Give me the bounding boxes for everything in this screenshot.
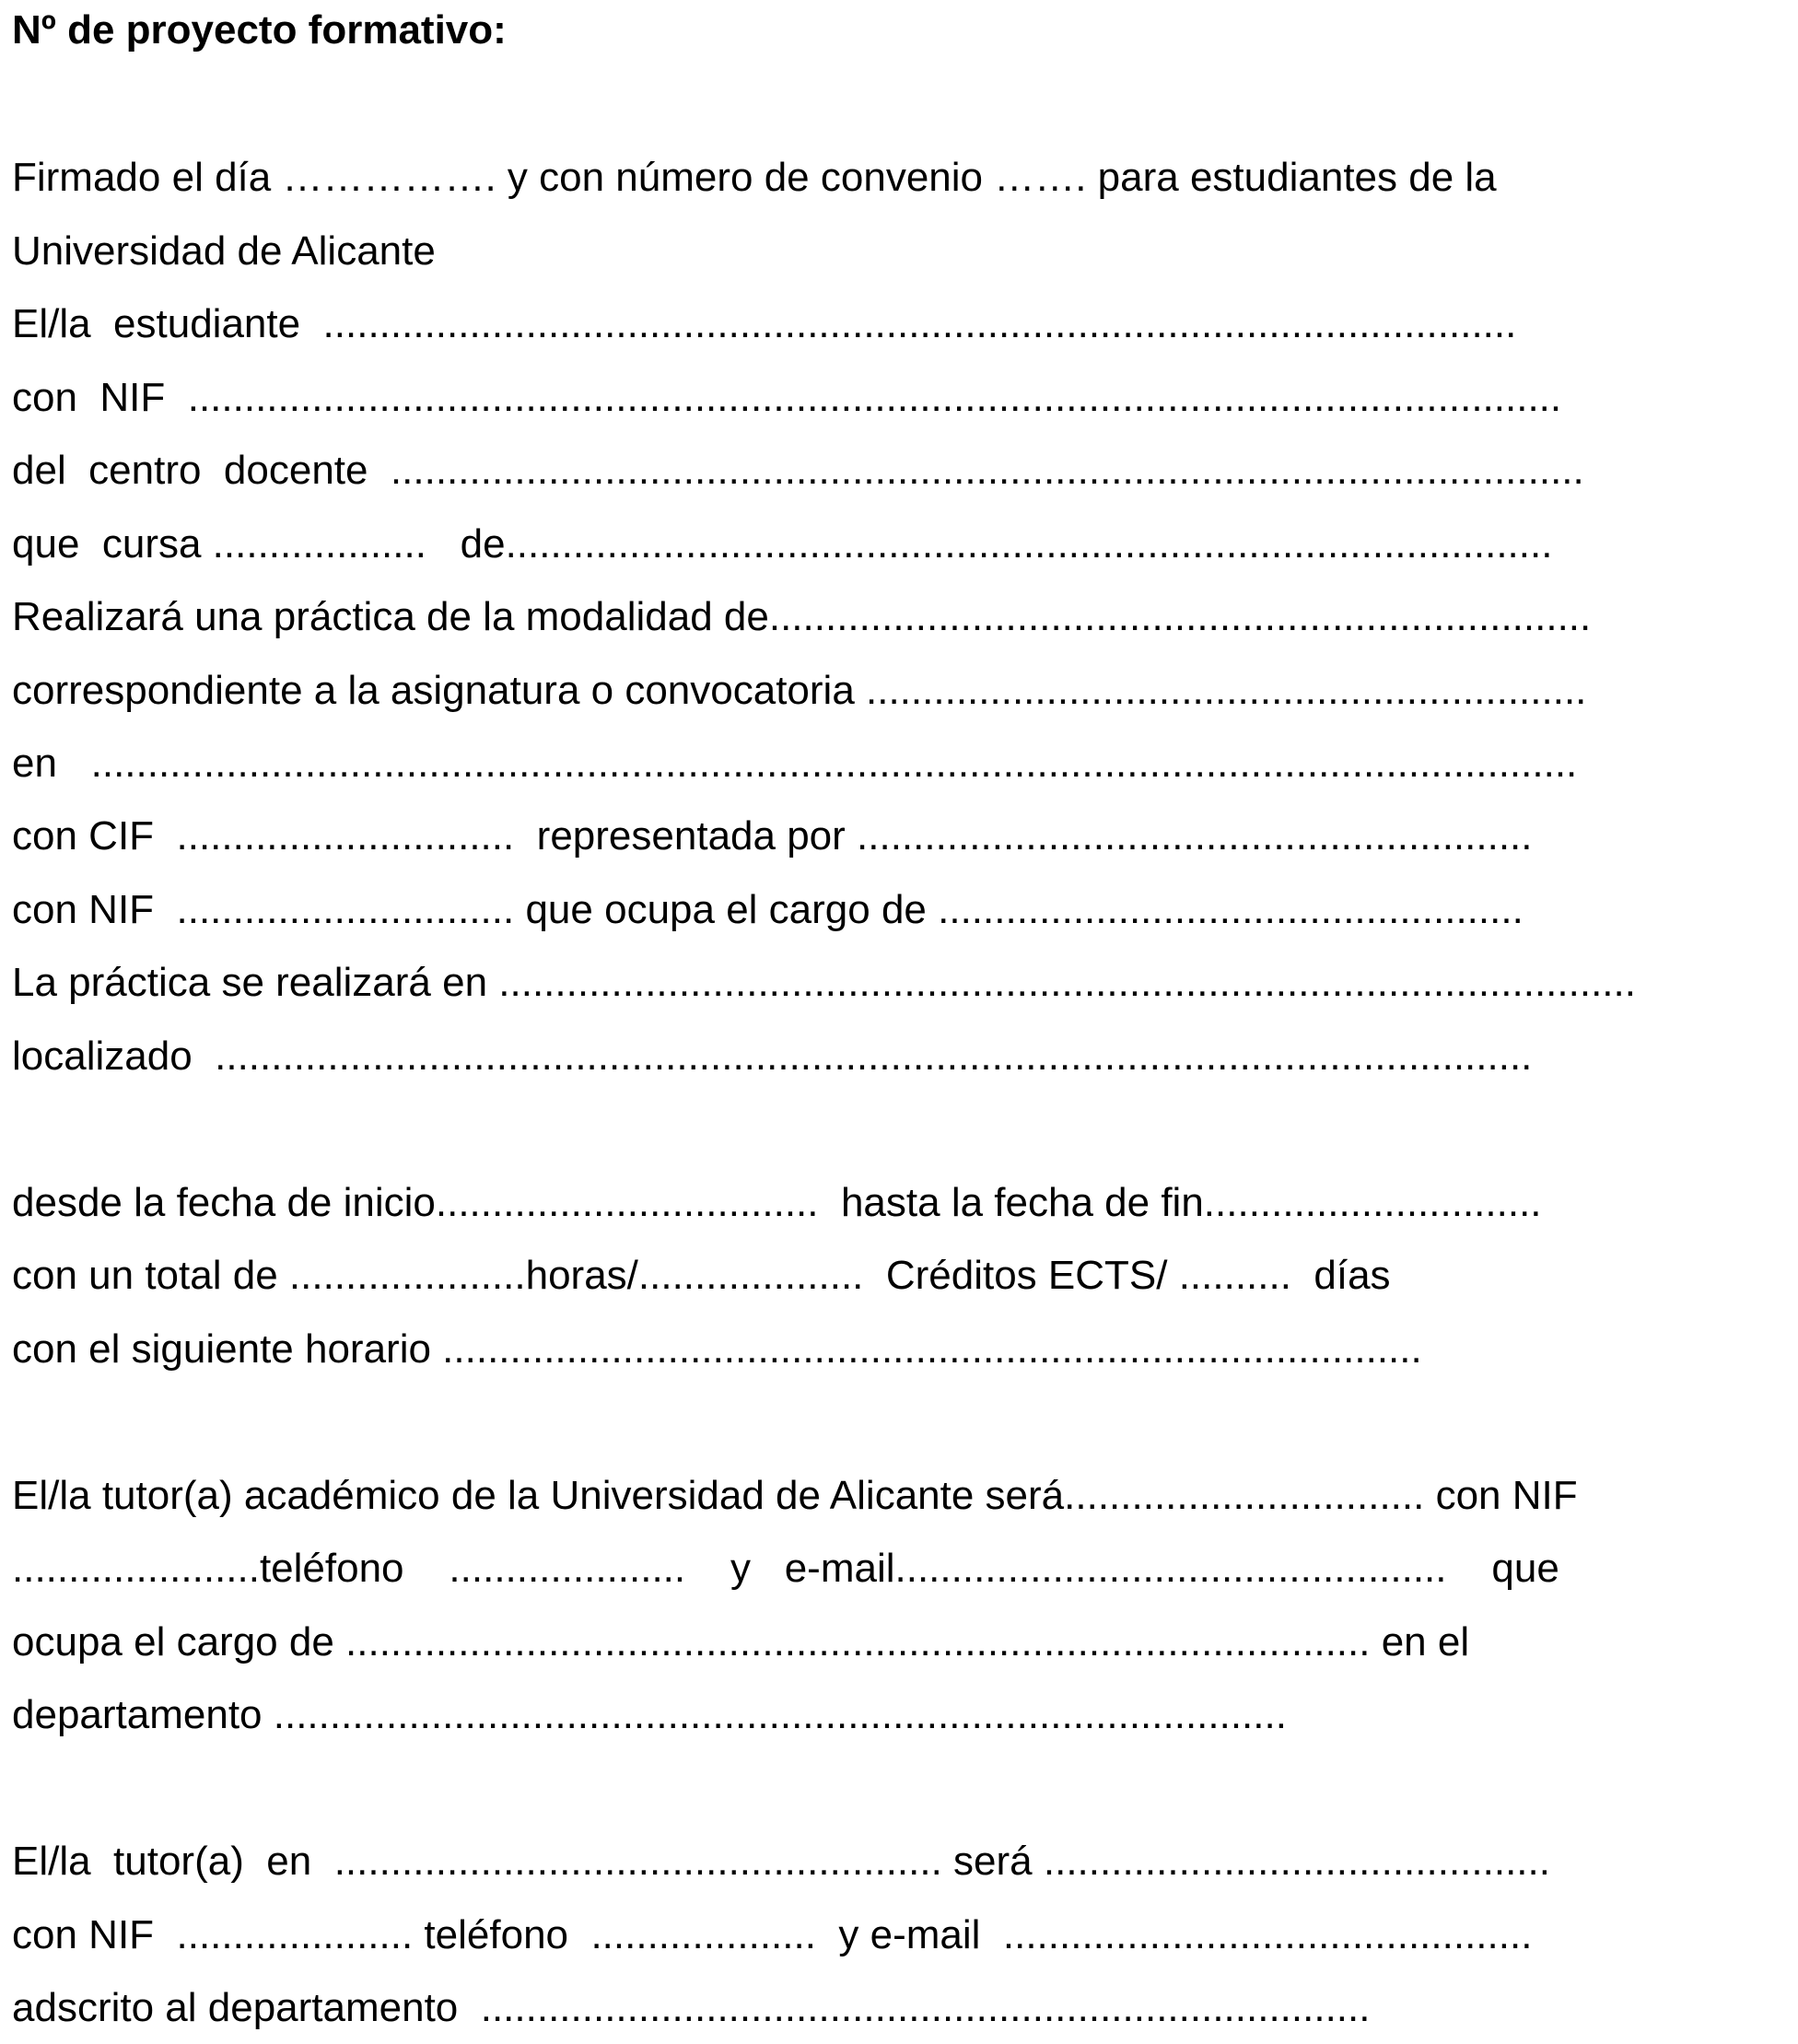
company-tutor-line: El/la tutor(a) en ...................................................... será .............................................: [12, 1839, 1550, 1884]
academic-tutor-position-line: ocupa el cargo de ........................................................................................... en el: [12, 1619, 1470, 1664]
university-line: Universidad de Alicante: [12, 228, 436, 274]
student-name-line: El/la estudiante ..........................................................................................................: [12, 301, 1517, 346]
teaching-center-line: del centro docente ..........................................................................................................: [12, 448, 1584, 493]
academic-tutor-department-line: departamento ..........................................................................................: [12, 1692, 1287, 1737]
academic-tutor-contact-line: ......................teléfono ..................... y e-mail................................................. que: [12, 1546, 1559, 1591]
company-tutor-contact-line: con NIF ..................... teléfono .................... y e-mail ...............................................: [12, 1912, 1533, 1957]
student-nif-line: con NIF ..........................................................................................................................: [12, 375, 1562, 420]
academic-tutor-line: El/la tutor(a) académico de la Universidad de Alicante será................................ con NIF: [12, 1473, 1578, 1518]
agreement-line: Firmado el día ……………. y con número de convenio ……. para estudiantes de la: [12, 155, 1497, 200]
internship-modality-line: Realizará una práctica de la modalidad de.........................................................................: [12, 594, 1592, 639]
company-cif-line: con CIF .............................. representada por ............................................................: [12, 813, 1533, 858]
course-line: que cursa ................... de.............................................................................................: [12, 521, 1553, 566]
project-number-heading: Nº de proyecto formativo:: [12, 7, 507, 53]
company-line: en ....................................................................................................................................: [12, 741, 1578, 786]
company-tutor-department-line: adscrito al departamento ...............................................................................: [12, 1985, 1371, 2030]
subject-line: correspondiente a la asignatura o convocatoria ................................................................: [12, 668, 1587, 713]
dates-line: desde la fecha de inicio.................................. hasta la fecha de fin..............................: [12, 1180, 1542, 1225]
location-line: localizado .....................................................................................................................: [12, 1034, 1533, 1079]
representative-nif-line: con NIF .............................. que ocupa el cargo de ....................................................: [12, 887, 1524, 932]
internship-place-line: La práctica se realizará en .....................................................................................................: [12, 960, 1636, 1005]
total-hours-line: con un total de .....................horas/.................... Créditos ECTS/ .......... días: [12, 1253, 1391, 1298]
schedule-line: con el siguiente horario .......................................................................................: [12, 1326, 1422, 1372]
